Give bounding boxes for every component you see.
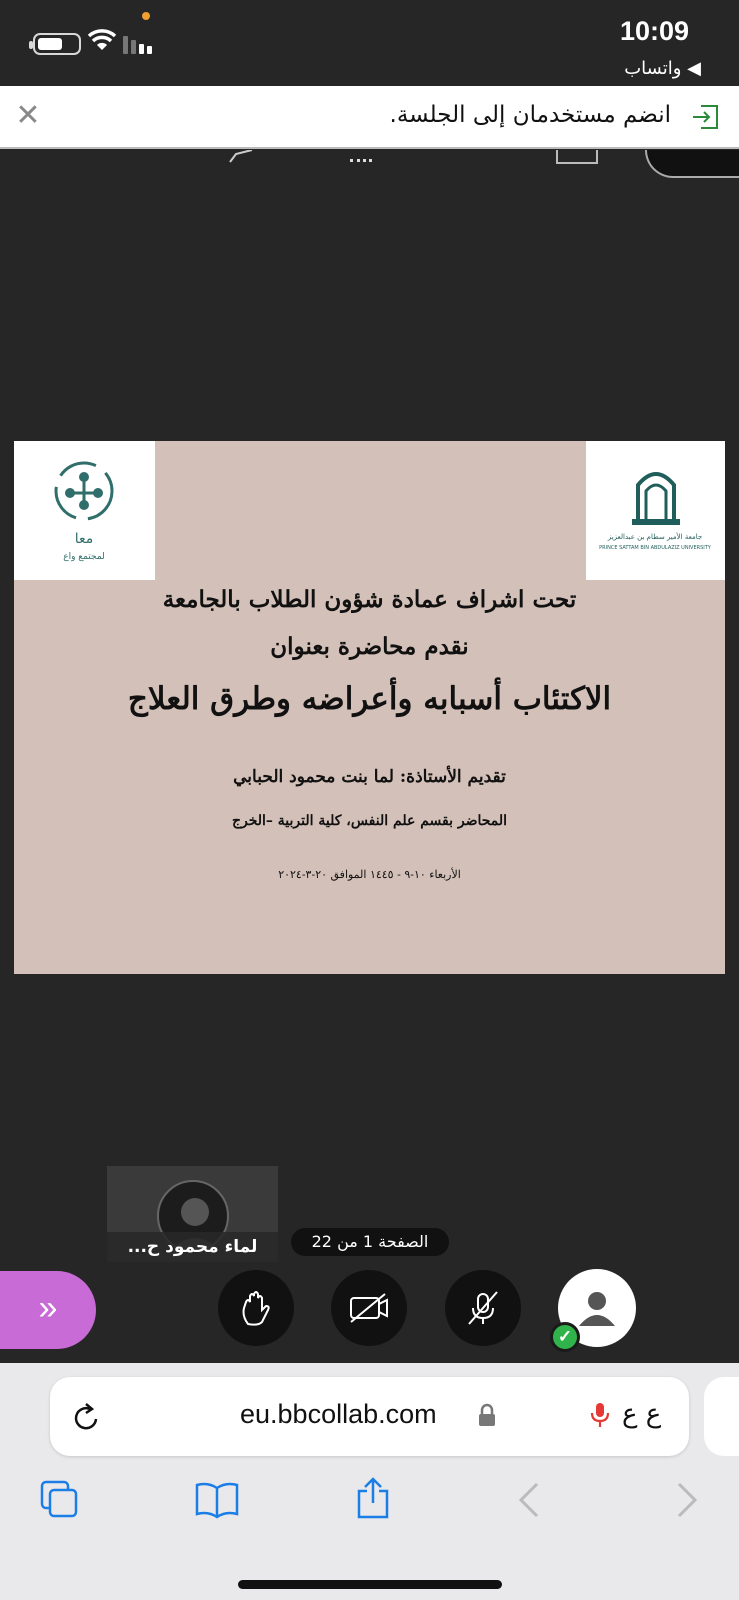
address-bar[interactable]	[50, 1377, 689, 1456]
user-icon	[575, 1286, 619, 1330]
sign-in-icon	[691, 102, 721, 132]
tabs-icon[interactable]	[40, 1480, 80, 1520]
together-emblem-icon	[14, 441, 155, 580]
wifi-icon	[87, 28, 117, 52]
presentation-slide	[14, 441, 725, 974]
microphone-toggle-button[interactable]	[445, 1270, 521, 1346]
microphone-off-icon	[463, 1288, 503, 1328]
camera-toggle-button[interactable]	[331, 1270, 407, 1346]
join-notification-banner	[0, 86, 739, 149]
lock-icon	[478, 1403, 496, 1427]
microphone-icon[interactable]	[590, 1399, 610, 1431]
bookmarks-icon[interactable]	[194, 1480, 240, 1520]
signal-icon	[123, 34, 159, 54]
battery-icon	[33, 33, 81, 55]
shape-icon	[556, 150, 598, 164]
together-logo	[14, 441, 155, 580]
share-icon[interactable]	[355, 1475, 391, 1519]
pen-icon	[226, 150, 256, 164]
reload-icon[interactable]	[72, 1399, 102, 1433]
toolbar-panel	[645, 150, 739, 178]
forward-icon[interactable]	[675, 1480, 699, 1520]
university-emblem-icon	[586, 441, 725, 580]
slide-presenter-position: المحاضر بقسم علم النفس، كلية التربية –الخرج	[231, 813, 508, 829]
slide-presenter: تقديم الأستاذة: لما بنت محمود الحبابي	[233, 767, 506, 787]
university-logo	[586, 441, 725, 580]
browser-toolbar	[0, 1363, 739, 1600]
checkmark-icon: ✓	[550, 1322, 580, 1352]
page-settings-button[interactable]: ع ع	[622, 1399, 662, 1429]
status-bar	[0, 0, 739, 86]
slide-title: الاكتئاب أسبابه وأعراضه وطرق العلاج	[127, 681, 612, 717]
university-logo-text: جامعة الأمير سطام بن عبدالعزيز	[607, 533, 703, 541]
clock-time: 10:09	[619, 16, 689, 46]
slide-intro-line: نقدم محاضرة بعنوان	[270, 633, 469, 660]
next-tab-preview[interactable]	[704, 1377, 739, 1456]
slide-date: الأربعاء ١٠-٩ - ١٤٤٥ الموافق ٢٠-٣-٢٠٢٤	[278, 868, 461, 881]
participant-name: لماء محمود ح...	[107, 1232, 278, 1262]
camera-off-icon	[347, 1290, 391, 1326]
expand-panel-button[interactable]: »	[0, 1271, 96, 1349]
url-text: eu.bbcollab.com	[240, 1399, 437, 1429]
back-to-app-link[interactable]: ◀ واتساب	[624, 58, 701, 79]
participant-tile[interactable]	[107, 1166, 278, 1262]
home-indicator[interactable]	[238, 1580, 502, 1589]
privacy-indicator-dot	[142, 12, 150, 20]
hand-icon	[236, 1288, 276, 1328]
together-logo-text: معا	[74, 531, 94, 547]
back-icon[interactable]	[517, 1480, 541, 1520]
join-notification-text: انضم مستخدمان إلى الجلسة.	[389, 102, 671, 128]
raise-hand-button[interactable]	[218, 1270, 294, 1346]
together-logo-subtext: لمجتمع واع	[63, 552, 105, 562]
university-logo-subtext: PRINCE SATTAM BIN ABDULAZIZ UNIVERSITY	[599, 545, 711, 551]
slide-supervision-line: تحت اشراف عمادة شؤون الطلاب بالجامعة	[162, 586, 577, 613]
close-icon[interactable]: ✕	[15, 99, 41, 132]
page-indicator: الصفحة 1 من 22	[291, 1228, 449, 1256]
list-icon	[350, 150, 372, 162]
